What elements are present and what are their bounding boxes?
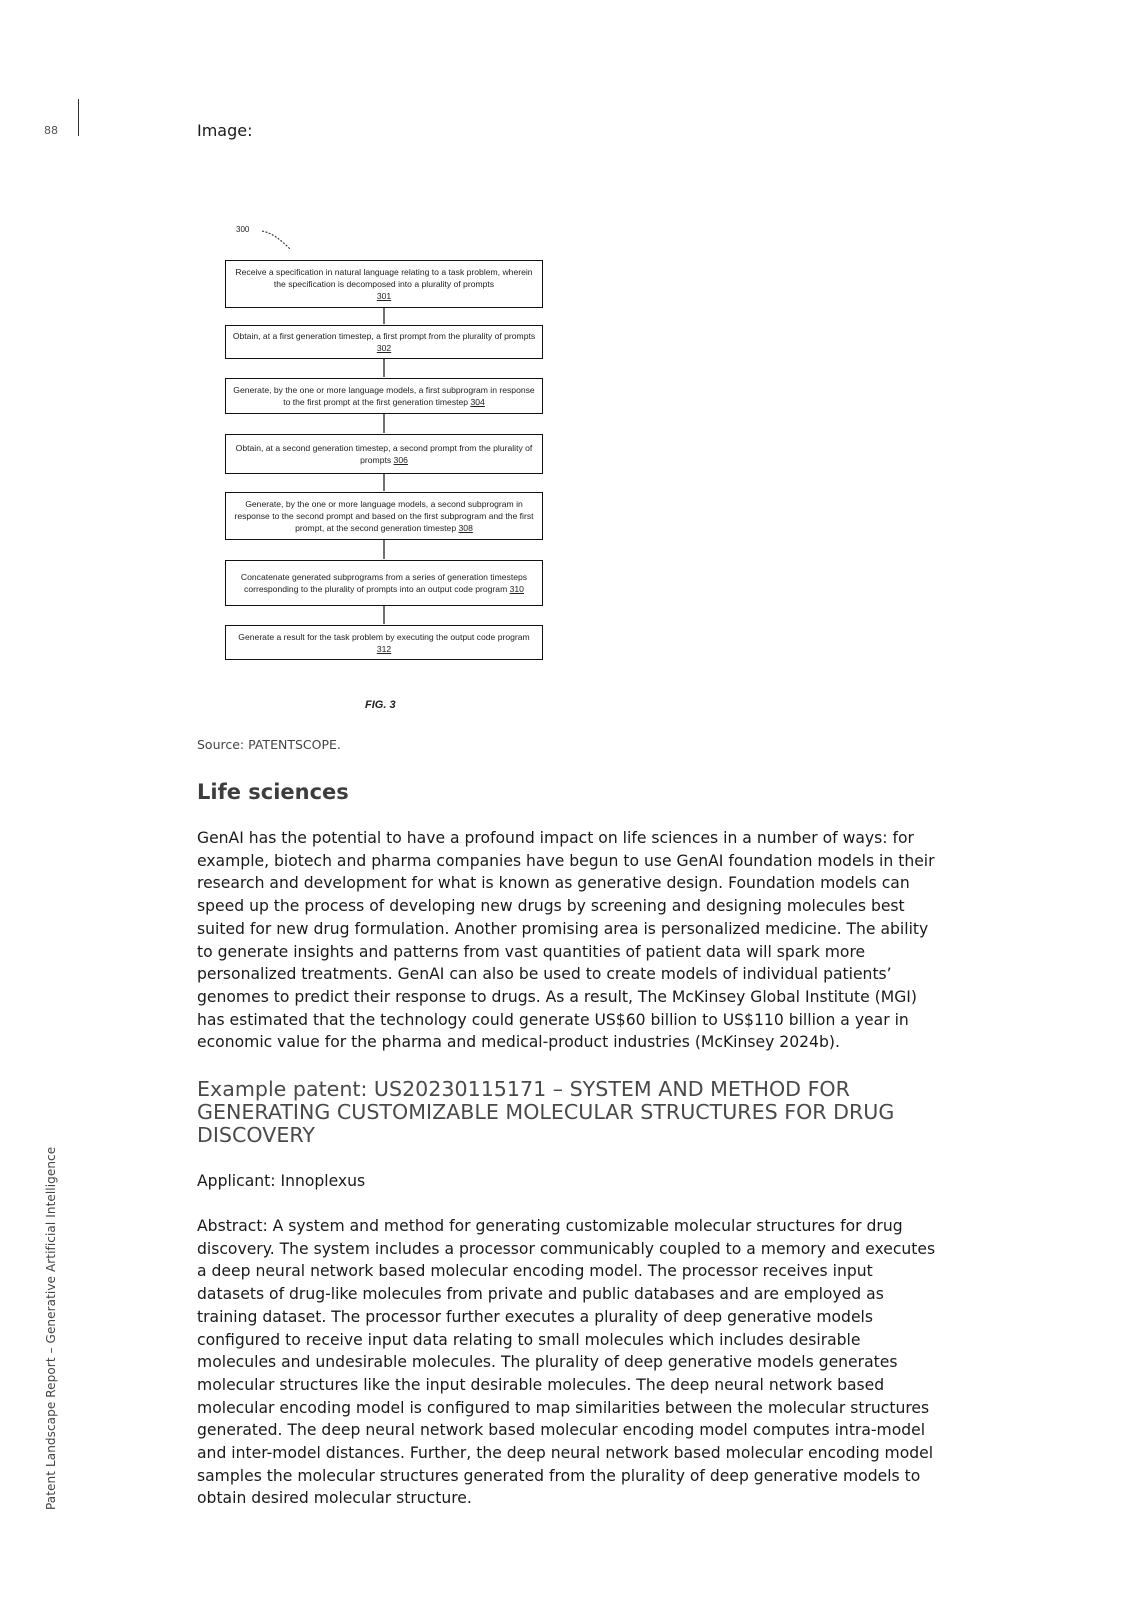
- image-label: Image:: [197, 121, 253, 140]
- flow-step-306: [225, 434, 543, 474]
- flow-step-number: 301: [376, 291, 392, 301]
- flow-step-text: Obtain, at a first generation timestep, a first prompt from the plurality of prompts: [232, 331, 536, 341]
- margin-rule: [78, 99, 79, 136]
- flow-step-number: 310: [509, 584, 524, 594]
- example-patent-title: Example patent: US20230115171 – SYSTEM AND METHOD FOR GENERATING CUSTOMIZABLE MOLECULAR STRUCTURES FOR DRUG DISCOVERY: [197, 1077, 895, 1147]
- flow-step-text: Concatenate generated subprograms from a series of generation timesteps corresponding to the plurality of prompts into an output code program: [240, 572, 528, 594]
- flow-step-304: [225, 378, 543, 414]
- flow-step-number: 306: [393, 455, 408, 465]
- flow-step-number: 302: [376, 343, 392, 353]
- flow-step-text: Generate, by the one or more language models, a first subprogram in response to the first prompt at the first generation timestep: [233, 385, 535, 407]
- figure-ref-number: 300: [236, 225, 250, 234]
- abstract: Abstract: A system and method for generating customizable molecular structures for drug discovery. The system includes a processor communicably coupled to a memory and executes a deep neural network based molecular encoding model. The processor receives input datasets of drug-like molecules from private and public databases and are employed as training dataset. The processor further executes a plurality of deep generative models configured to receive input data relating to small molecules which includes desirable molecules and undesirable molecules. The plurality of deep generative models generates molecular structures like the input desirable molecules. The deep neural network based molecular encoding model is configured to map similarities between the molecular structures generated. The deep neural network based molecular encoding model computes intra-model and inter-model distances. Further, the deep neural network based molecular encoding model samples the molecular structures generated from the plurality of deep generative models to obtain desired molecular structure.: [197, 1217, 936, 1508]
- flow-arrow: [383, 359, 385, 378]
- side-caption: Patent Landscape Report – Generative Artificial Intelligence: [44, 1146, 58, 1510]
- flow-step-312: [225, 625, 543, 660]
- flow-arrow: [383, 474, 385, 492]
- flow-step-310: [225, 560, 543, 606]
- flow-arrow: [383, 308, 385, 325]
- flow-step-302: [225, 325, 543, 359]
- flow-step-number: 308: [458, 523, 473, 533]
- section-heading: Life sciences: [197, 780, 349, 804]
- flow-step-text: Generate a result for the task problem by executing the output code program: [238, 631, 530, 642]
- flowchart-figure: [200, 215, 560, 715]
- flow-arrow: [383, 540, 385, 560]
- flow-step-308: [225, 492, 543, 540]
- flow-step-text: Generate, by the one or more language models, a second subprogram in response to the second prompt and based on the first subprogram and the first prompt, at the second generation timestep: [234, 499, 534, 533]
- applicant: Applicant: Innoplexus: [197, 1172, 366, 1190]
- flow-step-301: [225, 260, 543, 308]
- flow-step-text: Receive a specification in natural language relating to a task problem, wherein the specification is decomposed into a plurality of prompts: [235, 267, 533, 289]
- page-number: 88: [44, 124, 58, 137]
- flow-step-number: 304: [470, 397, 485, 407]
- life-sciences-paragraph: GenAI has the potential to have a profound impact on life sciences in a number of ways: for example, biotech and pharma companies have begun to use GenAI foundation models in their research and development for what is known as generative design. Foundation models can speed up the process of developing new drugs by screening and designing molecules best suited for new drug formulation. Another promising area is personalized medicine. The ability to generate insights and patterns from vast quantities of patient data will spark more personalized treatments. GenAI can also be used to create models of individual patients’ genomes to predict their response to drugs. As a result, The McKinsey Global Institute (MGI) has estimated that the technology could generate US$60 billion to US$110 billion a year in economic value for the pharma and medical-product industries (McKinsey 2024b).: [197, 829, 935, 1052]
- figure-caption: FIG. 3: [365, 699, 396, 711]
- flow-arrow: [383, 414, 385, 434]
- flow-step-text: Obtain, at a second generation timestep, a second prompt from the plurality of prompts: [235, 443, 533, 465]
- flow-step-number: 312: [376, 643, 392, 654]
- figure-ref-leader: [262, 229, 292, 251]
- flow-arrow: [383, 606, 385, 625]
- figure-source: Source: PATENTSCOPE.: [197, 737, 341, 752]
